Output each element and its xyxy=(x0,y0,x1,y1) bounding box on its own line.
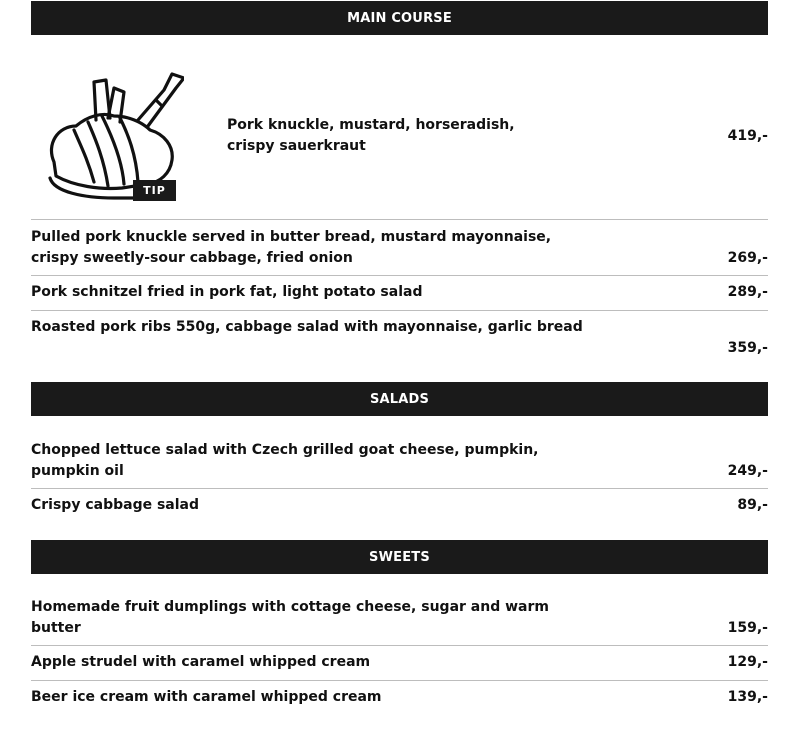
divider xyxy=(31,680,768,681)
item-price: 129,- xyxy=(727,654,768,670)
item-description: Pork knuckle, mustard, horseradish, crispy sauerkraut xyxy=(227,117,515,154)
item-price: 159,- xyxy=(727,620,768,636)
item-price: 89,- xyxy=(737,497,768,513)
item-description: Crispy cabbage salad xyxy=(31,497,200,513)
item-price: 139,- xyxy=(727,689,768,705)
item-price: 289,- xyxy=(727,284,768,300)
section-header-sweets: SWEETS xyxy=(31,540,768,574)
tip-badge: TIP xyxy=(133,180,176,201)
menu-item xyxy=(31,227,768,269)
divider xyxy=(31,275,768,276)
item-price: 269,- xyxy=(727,250,768,266)
item-description: Pulled pork knuckle served in butter bread, mustard mayonnaise, crispy sweetly-sour cabbage, fried onion xyxy=(31,229,552,266)
divider xyxy=(31,310,768,311)
divider xyxy=(31,645,768,646)
menu-item xyxy=(31,282,768,303)
menu-item xyxy=(31,440,768,482)
menu-item xyxy=(31,687,768,708)
item-description: Pork schnitzel fried in pork fat, light potato salad xyxy=(31,284,423,300)
menu-item xyxy=(31,495,768,516)
item-price: 359,- xyxy=(727,340,768,356)
item-description: Homemade fruit dumplings with cottage cheese, sugar and warm butter xyxy=(31,599,549,636)
item-price: 249,- xyxy=(727,463,768,479)
menu-item-featured xyxy=(31,115,768,157)
item-description: Apple strudel with caramel whipped cream xyxy=(31,654,371,670)
item-description: Beer ice cream with caramel whipped cream xyxy=(31,689,382,705)
item-price: 419,- xyxy=(727,128,768,144)
section-header-main-course: MAIN COURSE xyxy=(31,1,768,35)
section-header-salads: SALADS xyxy=(31,382,768,416)
menu-item xyxy=(31,597,768,639)
divider xyxy=(31,488,768,489)
item-description: Chopped lettuce salad with Czech grilled goat cheese, pumpkin, pumpkin oil xyxy=(31,442,539,479)
divider xyxy=(31,219,768,220)
item-description: Roasted pork ribs 550g, cabbage salad with mayonnaise, garlic bread xyxy=(31,319,583,335)
menu-item xyxy=(31,652,768,673)
menu-item xyxy=(31,317,768,359)
